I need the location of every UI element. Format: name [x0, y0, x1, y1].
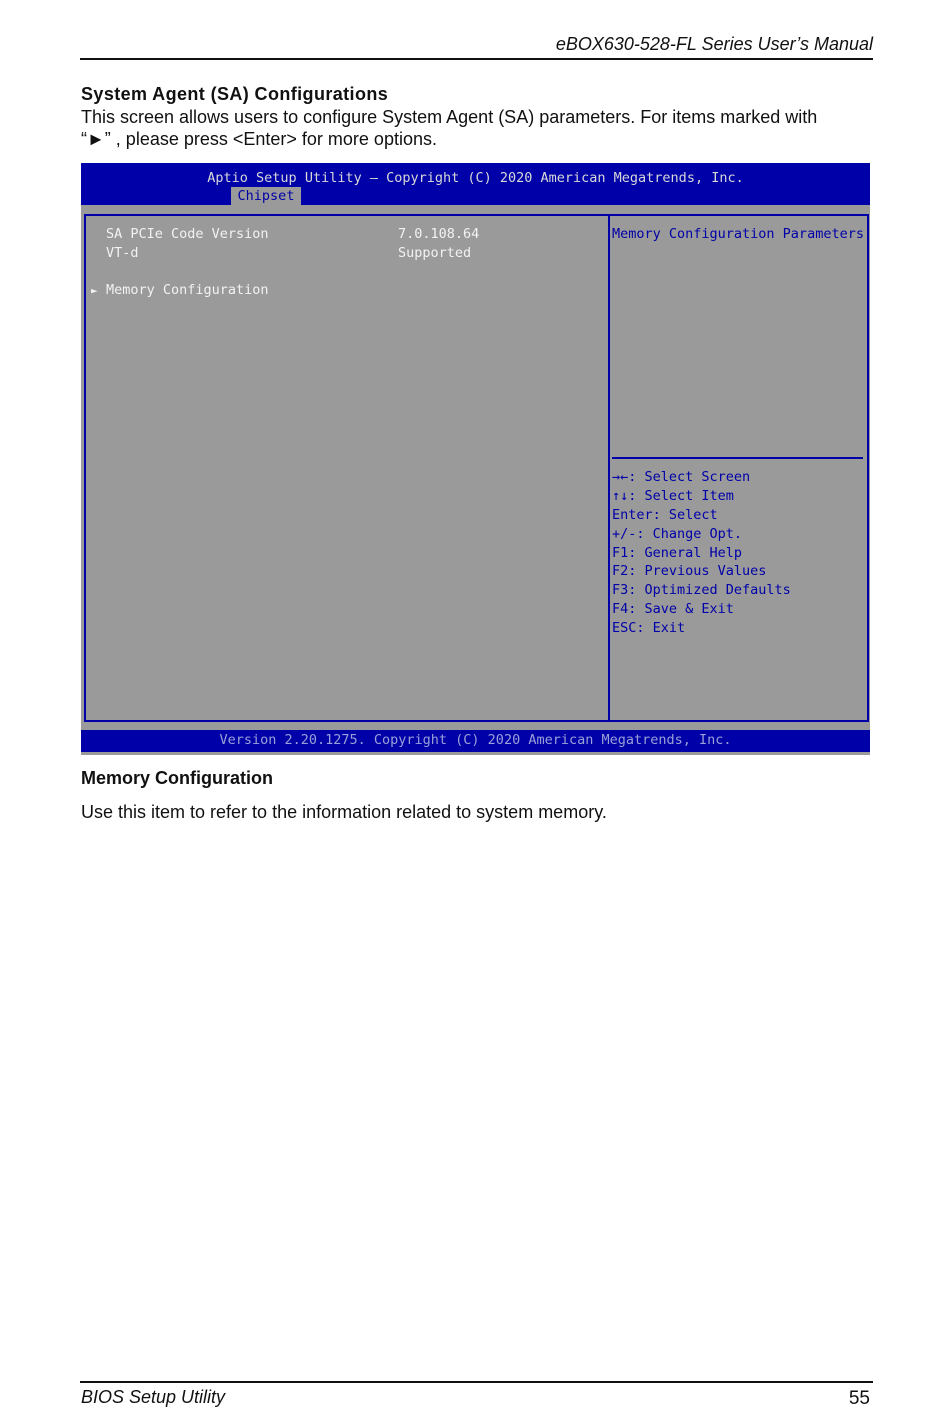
item-label-sa-pcie-version: SA PCIe Code Version: [106, 226, 269, 242]
panel-divider: [608, 216, 610, 720]
key-hint-select-item: ↑↓: Select Item: [612, 488, 734, 504]
subsection-heading: Memory Configuration: [81, 768, 273, 788]
running-header-title: eBOX630-528-FL Series User’s Manual: [555, 34, 873, 54]
tab-chipset[interactable]: Chipset: [231, 187, 301, 205]
item-label-vt-d: VT-d: [106, 245, 139, 261]
key-hint-f1: F1: General Help: [612, 545, 743, 561]
subsection-body: Use this item to refer to the information related to system memory.: [81, 802, 607, 822]
help-separator: [612, 457, 863, 459]
key-hint-f4: F4: Save & Exit: [612, 601, 734, 617]
footer-rule: [80, 1381, 873, 1383]
page-number: 55: [848, 1388, 870, 1409]
bios-footer-bar: [81, 730, 870, 752]
header-rule: [80, 58, 873, 60]
help-text: Memory Configuration Parameters: [612, 226, 864, 242]
bios-title-text: Aptio Setup Utility – Copyright (C) 2020 American Megatrends, Inc.: [207, 170, 744, 186]
menu-item-memory-configuration[interactable]: Memory Configuration: [106, 282, 269, 298]
section-intro: [81, 106, 881, 150]
bios-main-frame: [84, 214, 869, 722]
footer-chapter: BIOS Setup Utility: [81, 1387, 226, 1407]
bios-screenshot: [81, 163, 870, 755]
submenu-arrow-icon: ►: [91, 284, 98, 297]
key-hint-f3: F3: Optimized Defaults: [612, 582, 791, 598]
intro-line-1: This screen allows users to configure System Agent (SA) parameters. For items marked with: [81, 107, 818, 127]
item-value-vt-d: Supported: [398, 245, 472, 261]
item-value-sa-pcie-version: 7.0.108.64: [398, 226, 480, 242]
section-heading: System Agent (SA) Configurations: [81, 84, 389, 104]
key-hint-enter: Enter: Select: [612, 507, 718, 523]
key-hint-f2: F2: Previous Values: [612, 563, 767, 579]
key-hint-esc: ESC: Exit: [612, 620, 686, 636]
key-hint-select-screen: →←: Select Screen: [612, 469, 751, 485]
bios-version-text: Version 2.20.1275. Copyright (C) 2020 American Megatrends, Inc.: [219, 732, 732, 748]
intro-line-2: “►” , please press <Enter> for more options.: [81, 129, 437, 149]
bios-title-bar: [81, 163, 870, 205]
key-hint-change-opt: +/-: Change Opt.: [612, 526, 743, 542]
